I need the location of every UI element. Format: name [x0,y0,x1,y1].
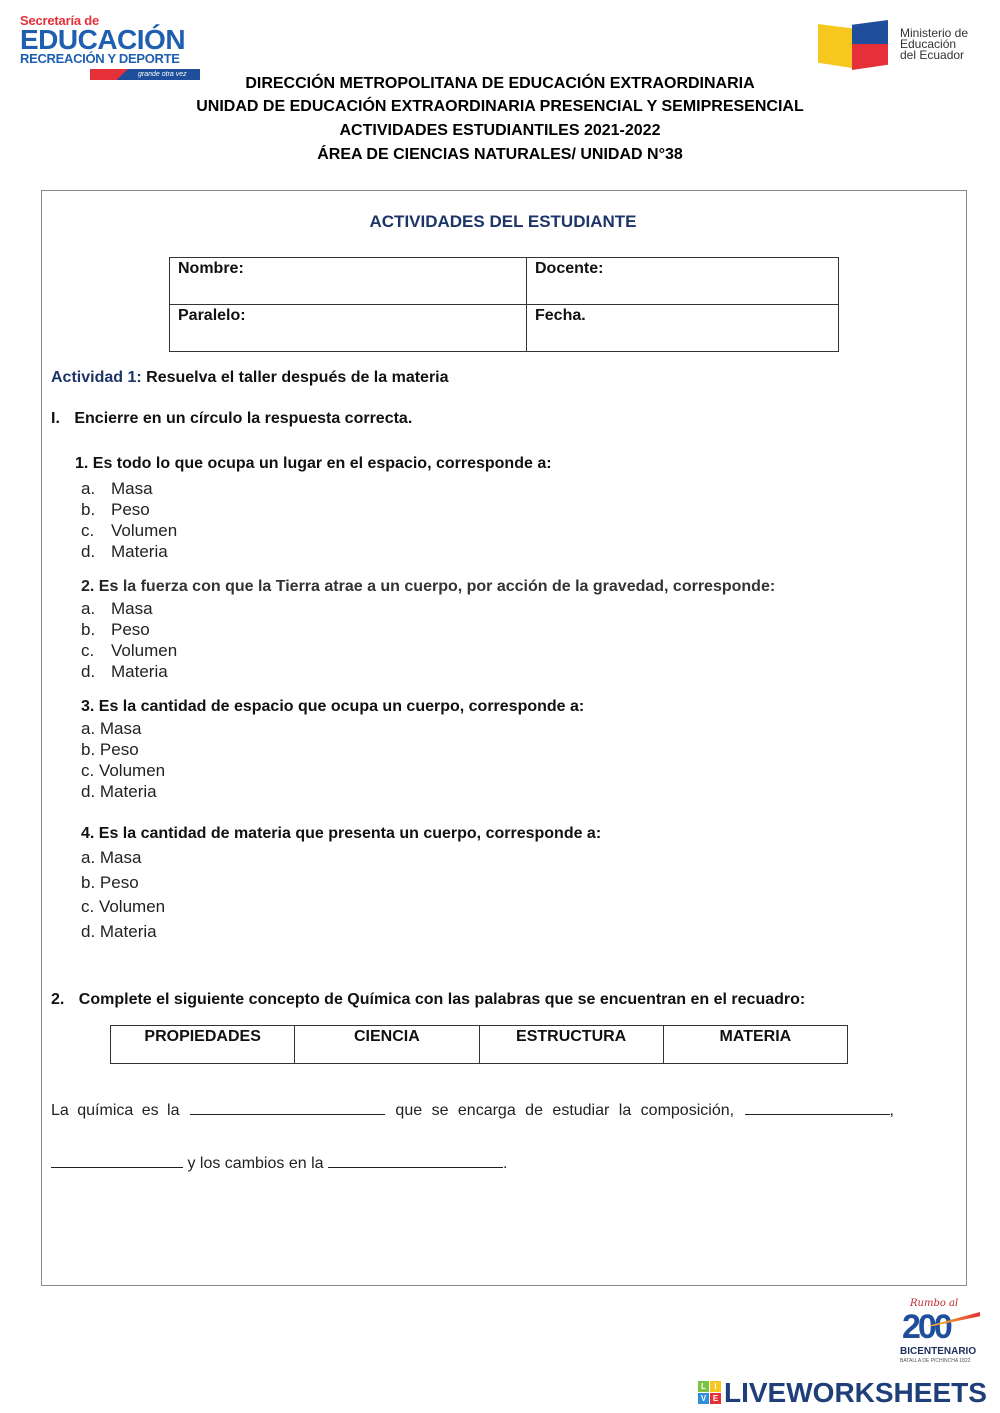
option-d[interactable]: d. Materia [81,921,157,941]
header-unidad: UNIDAD DE EDUCACIÓN EXTRAORDINARIA PRESENCIAL Y SEMIPRESENCIAL [196,98,804,115]
option-letter: c. [81,521,95,540]
question-text: la fuerza con que la Tierra atrae a un cuerpo, por acción de la gravedad, corresponde: [122,578,776,595]
sentence-text: . [502,1155,508,1172]
worksheet-title: ACTIVIDADES DEL ESTUDIANTE [369,212,637,231]
section1-instruction [51,409,412,429]
logo-number: 200 [902,1308,950,1346]
word-bank-item[interactable]: MATERIA [663,1026,847,1064]
blank-1[interactable] [190,1100,385,1115]
question-2 [81,577,775,597]
option-letter: b. [81,500,96,519]
option-letter: a. [81,479,96,498]
question-number: 2. Es [81,578,119,595]
activity-text: Resuelva el taller después de la materia [146,369,449,386]
bicentenario-logo [888,1298,988,1366]
logo-slogan: grande otra vez [138,71,187,78]
word-bank-item[interactable]: PROPIEDADES [111,1026,295,1064]
logo-line: Secretaría de [20,13,100,28]
option-a[interactable] [81,598,177,619]
option-letter: b. [81,620,96,639]
word-bank-table [110,1025,848,1064]
option-letter: c. [81,641,95,660]
header-actividades: ACTIVIDADES ESTUDIANTILES 2021-2022 [339,122,661,139]
option-a[interactable]: a. Masa [81,719,142,738]
word-bank-item[interactable]: CIENCIA [295,1026,479,1064]
option-c[interactable] [81,520,177,541]
fecha-field[interactable]: Fecha. [527,305,839,352]
logo-name: BICENTENARIO [900,1346,977,1357]
q1-options [81,478,177,562]
option-label: Volumen [111,521,178,540]
section-numeral: 2. [51,991,65,1008]
section-numeral: I. [51,410,60,427]
option-a[interactable]: a. Masa [81,848,142,867]
instruction-text: Encierre en un círculo la respuesta correcta. [74,410,413,427]
option-c[interactable] [81,640,177,661]
worksheet-frame [41,190,967,1286]
logo-line: RECREACIÓN Y DEPORTE [20,51,180,66]
option-a[interactable] [81,478,177,499]
tile: I [710,1381,721,1392]
option-d[interactable] [81,661,177,682]
logo-line: del Ecuador [900,48,965,62]
logo-tagline: Rumbo al [910,1298,959,1309]
logo-line: Ministerio de [900,26,969,40]
option-b[interactable]: b. Peso [81,740,139,759]
activity-label: Actividad 1: [51,369,142,386]
section2-instruction [51,990,805,1010]
blank-3[interactable] [51,1153,183,1168]
blank-4[interactable] [328,1153,503,1168]
option-c[interactable]: c. Volumen [81,761,166,780]
tile: V [698,1393,709,1404]
nombre-field[interactable]: Nombre: [170,258,527,305]
sentence-text: La química es la [51,1102,180,1119]
option-letter: a. [81,599,96,618]
activity-heading [51,368,449,388]
option-b[interactable]: b. Peso [81,872,139,892]
option-label: Materia [111,542,168,561]
student-info-table [169,257,839,352]
option-letter: d. [81,662,96,681]
fill-sentence-line2 [51,1153,507,1174]
option-b[interactable] [81,619,177,640]
option-label: Masa [111,479,153,498]
q3-options [81,718,165,802]
logo-line: Educación [900,37,957,51]
book-flag-icon [818,20,888,72]
ministerio-text [900,28,968,61]
paralelo-field[interactable]: Paralelo: [170,305,527,352]
word-bank-item[interactable]: ESTRUCTURA [479,1026,663,1064]
q4-options [81,846,165,944]
question-3: 3. Es la cantidad de espacio que ocupa un cuerpo, corresponde a: [81,698,585,715]
ministerio-educacion-logo [818,18,988,74]
sentence-text: que se encarga de estudiar la composición, [395,1102,735,1119]
option-d[interactable] [81,541,177,562]
sentence-text: , [889,1102,894,1119]
option-letter: d. [81,542,96,561]
question-1: 1. Es todo lo que ocupa un lugar en el espacio, corresponde a: [75,455,552,472]
option-b[interactable] [81,499,177,520]
option-c[interactable]: c. Volumen [81,897,166,916]
live-tiles-icon [698,1381,722,1405]
instruction-text: Complete el siguiente concepto de Química con las palabras que se encuentran en el recuadro: [78,991,806,1008]
header-direccion: DIRECCIÓN METROPOLITANA DE EDUCACIÓN EXTRAORDINARIA [245,75,755,92]
q2-options [81,598,177,682]
header-area: ÁREA DE CIENCIAS NATURALES/ UNIDAD N°38 [317,146,683,163]
tile: L [698,1381,709,1392]
option-d[interactable]: d. Materia [81,782,157,801]
option-label: Masa [111,599,153,618]
option-label: Volumen [111,641,178,660]
liveworksheets-wordmark: LIVEWORKSHEETS [724,1377,987,1408]
tile: E [710,1393,721,1404]
fill-sentence-line1 [51,1100,956,1121]
sentence-text: y los cambios en la [187,1155,324,1172]
logo-line: EDUCACIÓN [20,24,186,55]
option-label: Peso [111,500,150,519]
logo-subtitle: BATALLA DE PICHINCHA 1822 [900,1358,971,1364]
blank-2[interactable] [745,1100,890,1115]
option-label: Materia [111,662,168,681]
docente-field[interactable]: Docente: [527,258,839,305]
secretaria-educacion-logo [20,14,202,78]
option-label: Peso [111,620,150,639]
question-4: 4. Es la cantidad de materia que presenta un cuerpo, corresponde a: [81,825,602,842]
